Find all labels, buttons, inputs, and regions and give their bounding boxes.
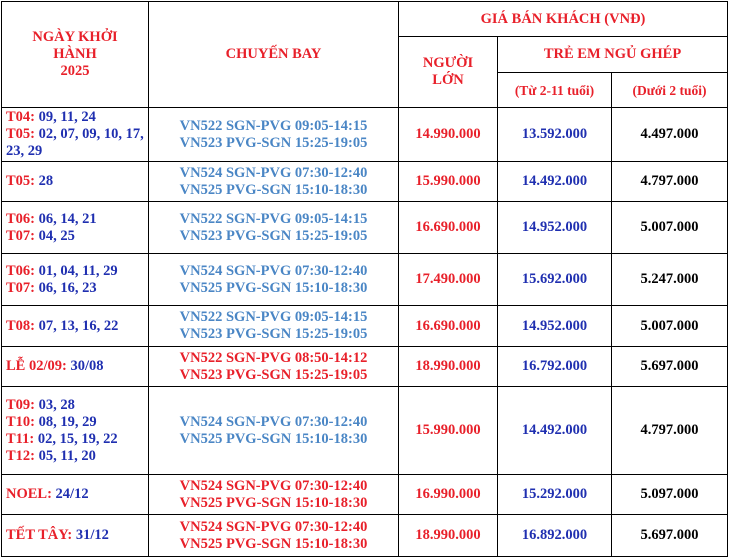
month-label: T05: bbox=[6, 173, 35, 189]
departure-dates bbox=[2, 347, 149, 387]
flight-line: VN525 PVG-SGN 15:10-18:30 bbox=[179, 181, 368, 198]
adult-price: 18.990.000 bbox=[399, 515, 498, 557]
flight-info bbox=[149, 347, 399, 387]
month-label: T10: bbox=[6, 413, 35, 430]
flight-line: VN524 SGN-PVG 07:30-12:40 bbox=[179, 518, 368, 535]
header-child-2-11: (Từ 2-11 tuổi) bbox=[498, 73, 612, 108]
month-label: T04: bbox=[6, 109, 35, 125]
day-list: 04, 25 bbox=[35, 227, 75, 244]
price-table bbox=[1, 1, 728, 557]
flight-line: VN523 PVG-SGN 15:25-19:05 bbox=[179, 227, 368, 244]
table-row bbox=[2, 202, 728, 254]
table-row bbox=[2, 387, 728, 475]
day-list: 28 bbox=[35, 173, 54, 189]
flight-info bbox=[149, 387, 399, 475]
flight-info bbox=[149, 515, 399, 557]
child-under-2-price: 4.497.000 bbox=[612, 108, 728, 162]
header-child-under-2: (Dưới 2 tuổi) bbox=[612, 73, 728, 108]
child-2-11-price: 14.492.000 bbox=[498, 162, 612, 202]
table-row bbox=[2, 254, 728, 306]
day-list: 31/12 bbox=[72, 527, 109, 543]
adult-price: 16.690.000 bbox=[399, 306, 498, 347]
day-list: 02, 15, 19, 22 bbox=[34, 430, 118, 447]
month-label: T09: bbox=[6, 396, 35, 413]
month-label: T05: bbox=[6, 126, 35, 142]
departure-dates bbox=[2, 306, 149, 347]
child-2-11-price: 16.792.000 bbox=[498, 347, 612, 387]
departure-dates bbox=[2, 162, 149, 202]
child-under-2-price: 4.797.000 bbox=[612, 162, 728, 202]
month-label: NOEL: bbox=[6, 486, 52, 502]
departure-dates bbox=[2, 475, 149, 515]
child-under-2-price: 5.097.000 bbox=[612, 475, 728, 515]
child-under-2-price: 5.697.000 bbox=[612, 347, 728, 387]
adult-price: 16.690.000 bbox=[399, 202, 498, 254]
flight-line: VN525 PVG-SGN 15:10-18:30 bbox=[179, 279, 368, 296]
child-2-11-price: 14.952.000 bbox=[498, 202, 612, 254]
flight-line: VN524 SGN-PVG 07:30-12:40 bbox=[179, 262, 368, 279]
child-2-11-price: 13.592.000 bbox=[498, 108, 612, 162]
day-list: 24/12 bbox=[51, 486, 89, 502]
departure-dates bbox=[2, 387, 149, 475]
day-list: 06, 16, 23 bbox=[35, 279, 97, 296]
day-list: 08, 19, 29 bbox=[35, 413, 97, 430]
day-list: 30/08 bbox=[66, 358, 104, 374]
adult-price: 14.990.000 bbox=[399, 108, 498, 162]
flight-line: VN523 PVG-SGN 15:25-19:05 bbox=[179, 366, 368, 383]
month-label: T12: bbox=[6, 447, 35, 464]
departure-dates bbox=[2, 515, 149, 557]
child-under-2-price: 5.007.000 bbox=[612, 306, 728, 347]
month-label: T08: bbox=[6, 317, 35, 334]
table-row bbox=[2, 306, 728, 347]
flight-info bbox=[149, 475, 399, 515]
flight-info bbox=[149, 162, 399, 202]
flight-line: VN523 PVG-SGN 15:25-19:05 bbox=[179, 134, 368, 151]
child-under-2-price: 5.007.000 bbox=[612, 202, 728, 254]
day-list: 06, 14, 21 bbox=[35, 210, 97, 227]
departure-dates bbox=[2, 254, 149, 306]
child-under-2-price: 5.247.000 bbox=[612, 254, 728, 306]
child-2-11-price: 14.492.000 bbox=[498, 387, 612, 475]
flight-line: VN522 SGN-PVG 09:05-14:15 bbox=[179, 309, 368, 325]
adult-price: 17.490.000 bbox=[399, 254, 498, 306]
header-adult: NGƯỜI LỚN bbox=[399, 37, 498, 108]
flight-line: VN524 SGN-PVG 07:30-12:40 bbox=[179, 477, 368, 494]
month-label: T07: bbox=[6, 279, 35, 296]
day-list: 01, 04, 11, 29 bbox=[35, 262, 118, 279]
child-2-11-price: 16.892.000 bbox=[498, 515, 612, 557]
adult-price: 16.990.000 bbox=[399, 475, 498, 515]
flight-line: VN522 SGN-PVG 09:05-14:15 bbox=[179, 210, 368, 227]
month-label: T11: bbox=[6, 430, 35, 447]
flight-line: VN522 SGN-PVG 08:50-14:12 bbox=[179, 349, 368, 366]
child-under-2-price: 5.697.000 bbox=[612, 515, 728, 557]
flight-line: VN525 PVG-SGN 15:10-18:30 bbox=[179, 430, 368, 447]
day-list: 09, 11, 24 bbox=[35, 109, 96, 125]
header-price-group: GIÁ BÁN KHÁCH (VNĐ) bbox=[399, 2, 728, 37]
month-label: T07: bbox=[6, 227, 35, 244]
table-row bbox=[2, 347, 728, 387]
flight-line: VN525 PVG-SGN 15:10-18:30 bbox=[179, 535, 368, 552]
table-row bbox=[2, 515, 728, 557]
flight-line: VN525 PVG-SGN 15:10-18:30 bbox=[179, 494, 368, 511]
departure-dates bbox=[2, 108, 149, 162]
header-child-group: TRẺ EM NGỦ GHÉP bbox=[498, 37, 728, 73]
flight-info bbox=[149, 306, 399, 347]
day-list: 03, 28 bbox=[35, 396, 75, 413]
header-departure-date: NGÀY KHỞI HÀNH 2025 bbox=[2, 2, 149, 108]
child-under-2-price: 4.797.000 bbox=[612, 387, 728, 475]
month-label: T06: bbox=[6, 262, 35, 279]
month-label: LỄ 02/09: bbox=[6, 358, 67, 374]
flight-line: VN524 SGN-PVG 07:30-12:40 bbox=[179, 164, 368, 181]
day-list: 07, 13, 16, 22 bbox=[35, 317, 119, 334]
month-label: T06: bbox=[6, 210, 35, 227]
flight-info bbox=[149, 202, 399, 254]
day-list: 02, 07, 09, 10, 17, 23, 29 bbox=[6, 126, 144, 159]
adult-price: 15.990.000 bbox=[399, 162, 498, 202]
child-2-11-price: 15.292.000 bbox=[498, 475, 612, 515]
table-row bbox=[2, 162, 728, 202]
month-label: TẾT TÂY: bbox=[6, 527, 73, 543]
flight-info bbox=[149, 108, 399, 162]
child-2-11-price: 14.952.000 bbox=[498, 306, 612, 347]
table-row bbox=[2, 108, 728, 162]
flight-line: VN522 SGN-PVG 09:05-14:15 bbox=[179, 117, 368, 134]
child-2-11-price: 15.692.000 bbox=[498, 254, 612, 306]
flight-info bbox=[149, 254, 399, 306]
adult-price: 15.990.000 bbox=[399, 387, 498, 475]
adult-price: 18.990.000 bbox=[399, 347, 498, 387]
departure-dates bbox=[2, 202, 149, 254]
day-list: 05, 11, 20 bbox=[35, 447, 96, 464]
flight-line: VN524 SGN-PVG 07:30-12:40 bbox=[179, 413, 368, 430]
flight-line: VN523 PVG-SGN 15:25-19:05 bbox=[179, 326, 368, 342]
header-flight: CHUYẾN BAY bbox=[149, 2, 399, 108]
table-row bbox=[2, 475, 728, 515]
